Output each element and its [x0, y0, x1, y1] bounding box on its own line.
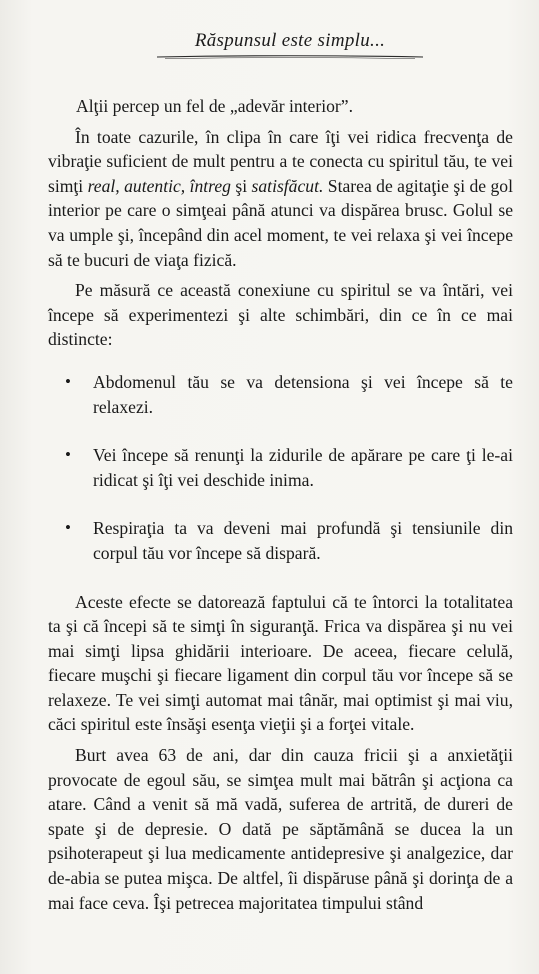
paragraph-2-emphasis-1: real, autentic, întreg	[87, 175, 231, 196]
bullet-text: Abdomenul tău se va detensiona şi vei începe să te relaxezi.	[93, 371, 513, 417]
paragraph-2-emphasis-2: satisfăcut.	[251, 175, 324, 196]
paragraph-2-middle: şi	[230, 175, 252, 196]
running-header-title: Răspunsul este simplu...	[194, 30, 386, 51]
paragraph-5: Burt avea 63 de ani, dar din cauza fricii şi a anxietăţii provocate de egoul său, se simţea mult mai bătrân şi acţiona ca atare. Când a venit să mă vadă, suferea de artrită, de dureri de spate şi de depresie. O dată pe săptămână se ducea la un psihoterapeut şi lua medicamente antidepresive şi analgezice, dar de-abia se putea mişca. De altfel, îi dispăruse până şi dorinţa de a mai face ceva. Îşi petrecea majoritatea timpului stând	[48, 745, 513, 913]
bullet-dot-icon: •	[65, 518, 71, 538]
running-header	[150, 30, 430, 60]
body-text	[48, 94, 513, 921]
header-ornament-rule	[155, 54, 425, 60]
bullet-item	[48, 370, 513, 419]
bullet-list	[48, 370, 513, 566]
bullet-item	[48, 443, 513, 492]
bullet-dot-icon: •	[65, 445, 71, 465]
bullet-text: Respiraţia ta va deveni mai profundă şi tensiunile din corpul tău vor începe să dispară.	[93, 518, 513, 563]
bullet-text: Vei începe să renunţi la zidurile de apărare pe care ţi le-ai ridicat şi îţi vei deschide inima.	[93, 445, 513, 490]
paragraph-2-end: Starea de agitaţie şi de gol interior pe care o simţeai până atunci va dispărea brusc. Golul se va umple şi, începând din acel moment, te vei relaxa şi vei începe să te bucuri de viaţa fizică.	[48, 175, 513, 270]
paragraph-4: Aceste efecte se datorează faptului că te întorci la totalitatea ta şi că începi să te simţi în siguranţă. Frica va dispărea şi nu vei mai simţi lipsa ghidării interioare. De aceea, fiecare celulă, fiecare muşchi şi fiecare ligament din corpul tău vor începe să se relaxeze. Te vei simţi automat mai tânăr, mai optimist şi mai viu, căci spiritul este însăşi esenţa vieţii şi a forţei vitale.	[48, 591, 513, 735]
paragraph-3: Pe măsură ce această conexiune cu spiritul se va întări, vei începe să experimentezi şi alte schimbări, din ce în ce mai distincte:	[48, 280, 513, 350]
paragraph-1: Alţii percep un fel de „adevăr interior”.	[76, 96, 353, 116]
paragraph-2	[48, 125, 513, 273]
paragraph-2-start: În toate cazurile, în clipa în care îţi vei ridica frecvenţa de vibraţie suficient de mult pentru a te conecta cu spiritul tău, te vei simţi	[48, 126, 513, 196]
bullet-item	[48, 516, 513, 565]
bullet-dot-icon: •	[65, 371, 71, 391]
